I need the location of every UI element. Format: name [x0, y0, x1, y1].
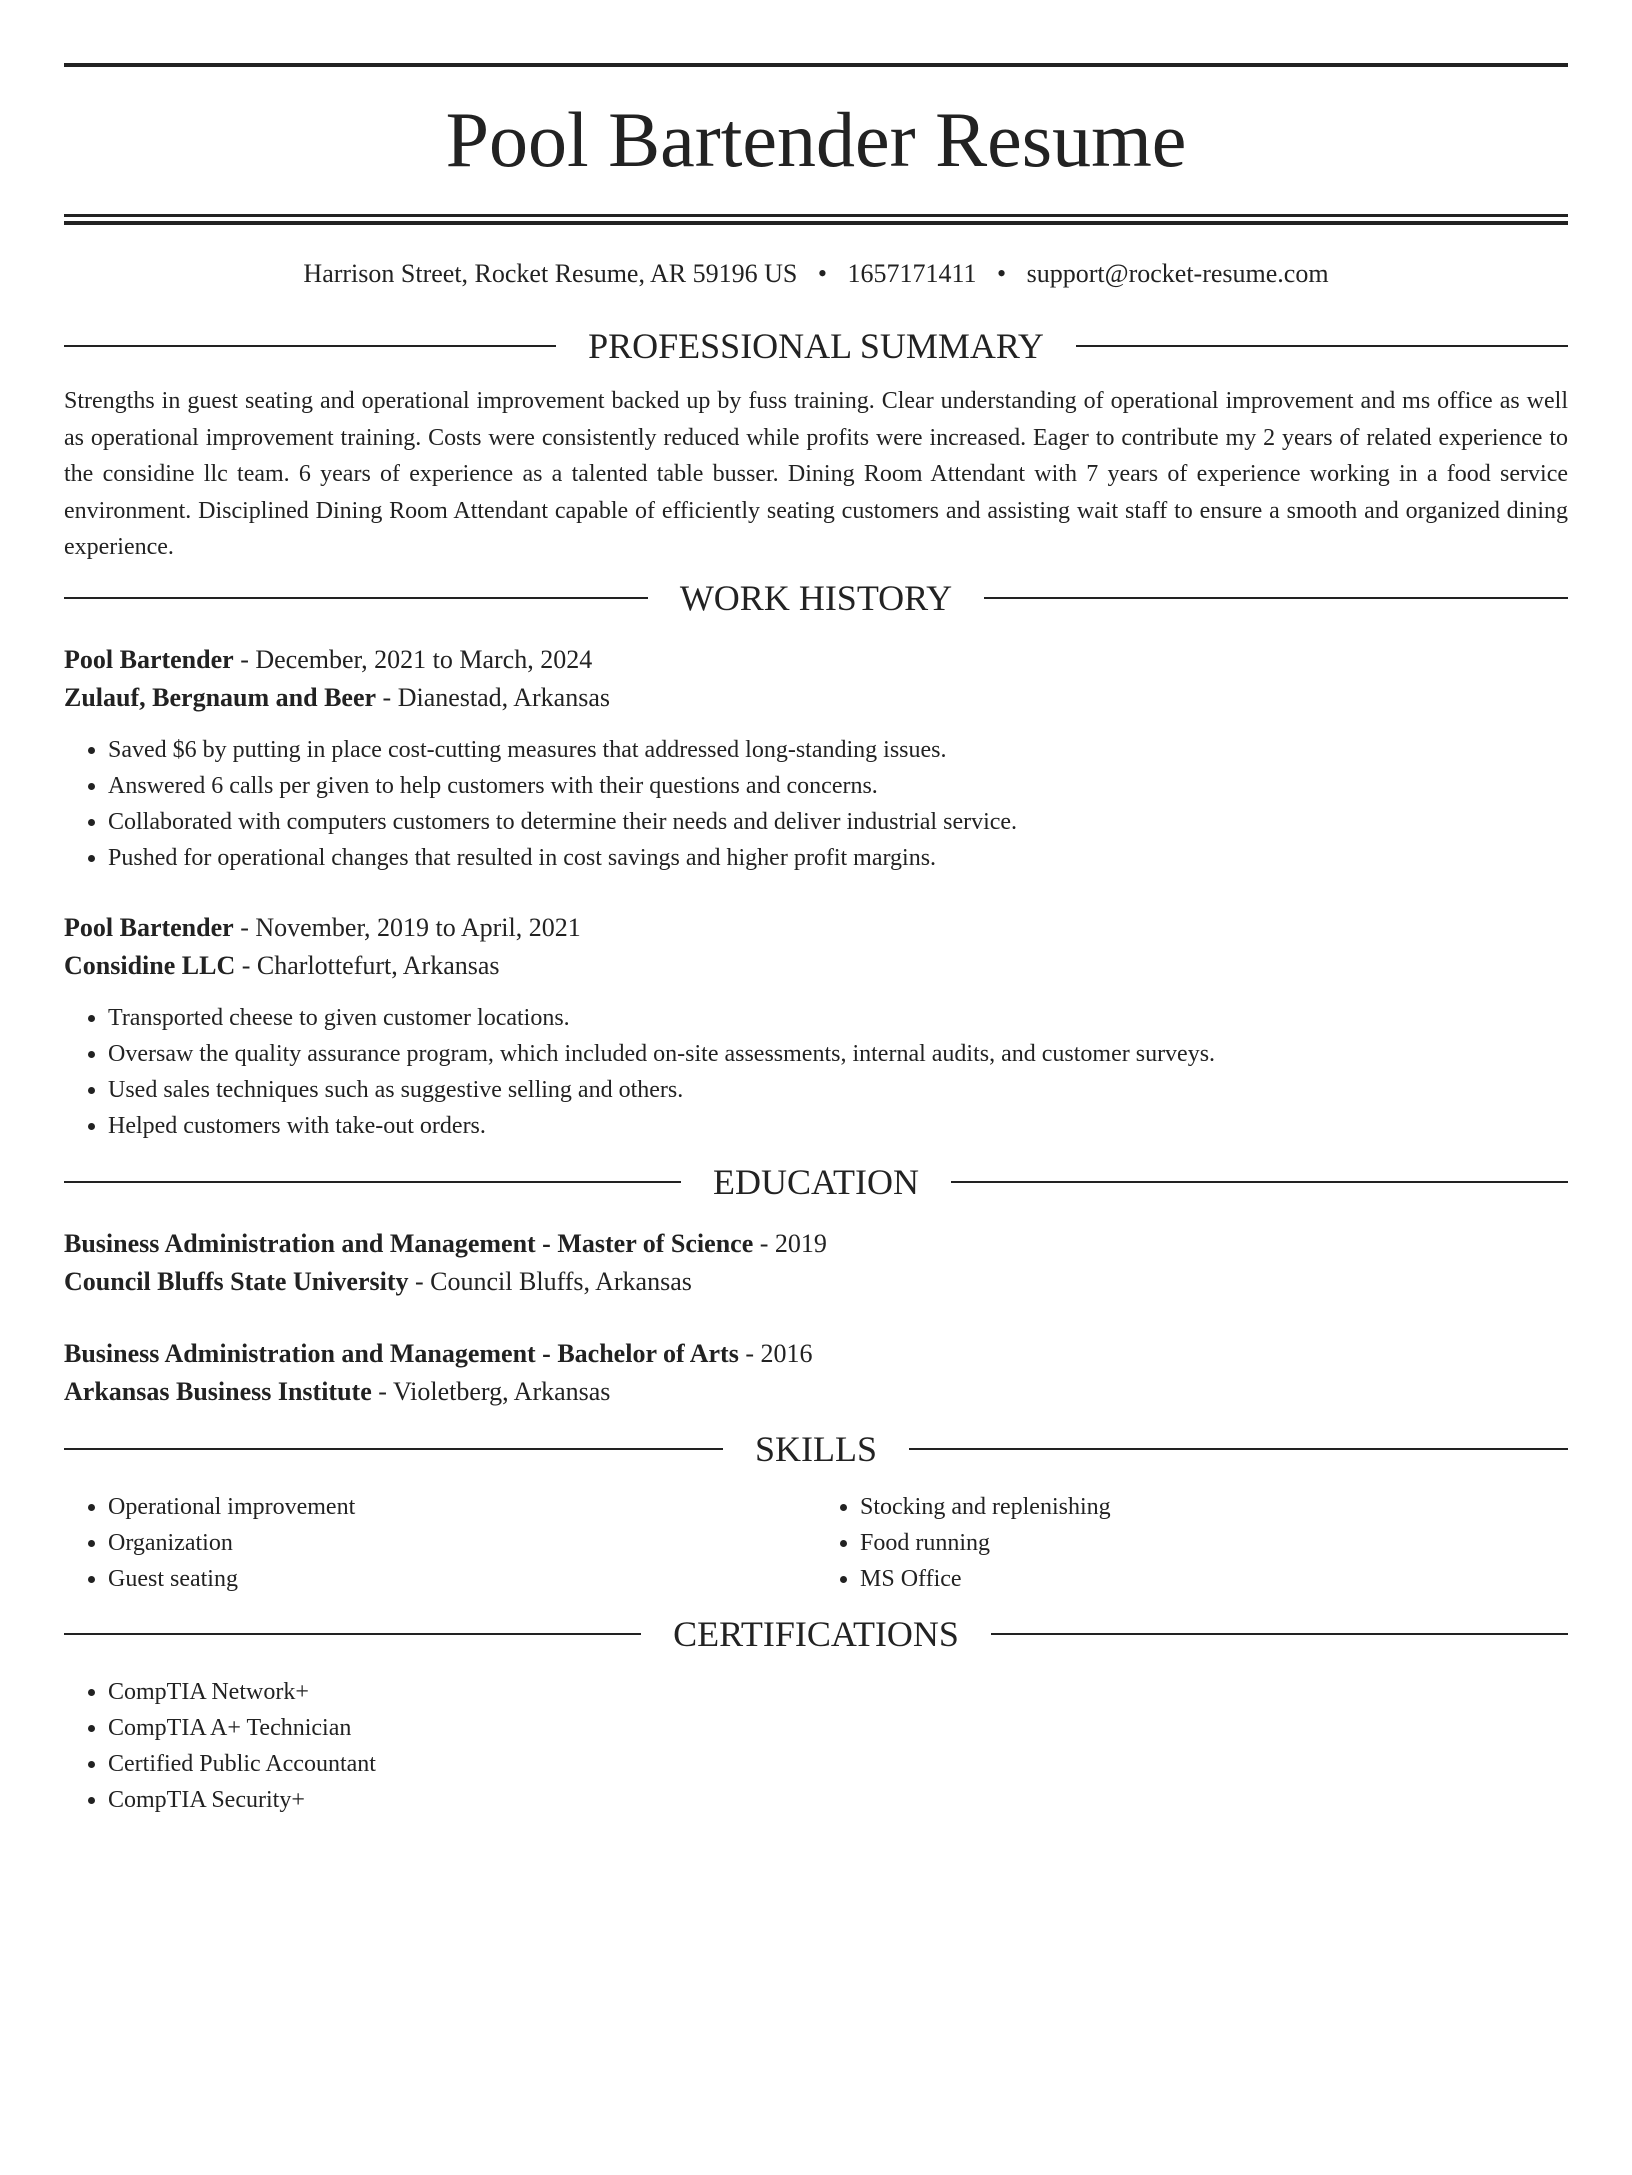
section-header-summary: [64, 324, 1568, 368]
degree-line: [64, 1335, 1568, 1373]
job-location: Dianestad, Arkansas: [397, 682, 610, 712]
section-title: EDUCATION: [713, 1161, 919, 1202]
section-title: SKILLS: [755, 1428, 878, 1469]
job-location: Charlottefurt, Arkansas: [256, 950, 500, 980]
certification-item: • CompTIA A+ Technician: [108, 1710, 1568, 1746]
certification-item: • CompTIA Security+: [108, 1782, 1568, 1818]
job-bullet: • Answered 6 calls per given to help customers with their questions and concerns.: [108, 768, 1568, 804]
section-header-certifications: [64, 1612, 1568, 1656]
dash: -: [376, 682, 398, 712]
certification-item: • Certified Public Accountant: [108, 1746, 1568, 1782]
contact-line: [64, 257, 1568, 291]
job-bullet: • Saved $6 by putting in place cost-cutting measures that addressed long-standing issues.: [108, 732, 1568, 768]
job-bullets: [64, 1000, 1568, 1144]
job-dates: November, 2019 to April, 2021: [255, 912, 581, 942]
school-line: [64, 1373, 1568, 1411]
school-location: Violetberg, Arkansas: [392, 1376, 611, 1406]
section-rule: [1076, 345, 1568, 347]
dash: -: [408, 1266, 431, 1296]
school-location: Council Bluffs, Arkansas: [430, 1266, 692, 1296]
contact-separator: •: [817, 259, 827, 288]
education-entry: [64, 1335, 1568, 1411]
section-rule: [64, 1633, 641, 1635]
section-header-skills: [64, 1427, 1568, 1471]
degree: Business Administration and Management - Bachelor of Arts: [64, 1338, 739, 1368]
section-rule: [64, 1181, 681, 1183]
section-rule: [64, 597, 648, 599]
skill-item: • Operational improvement: [108, 1489, 816, 1525]
job-company: Considine LLC: [64, 950, 236, 980]
dash: -: [233, 644, 256, 674]
job-company-line: [64, 679, 1568, 717]
section-rule: [991, 1633, 1568, 1635]
section-title: WORK HISTORY: [679, 577, 953, 618]
job-title: Pool Bartender: [64, 912, 234, 942]
degree-year: 2016: [760, 1338, 813, 1368]
job-bullet: • Used sales techniques such as suggestive selling and others.: [108, 1072, 1568, 1108]
section-rule: [951, 1181, 1568, 1183]
section-rule: [64, 1448, 723, 1450]
top-rule: [64, 63, 1568, 67]
job-bullet: • Helped customers with take-out orders.: [108, 1108, 1568, 1144]
school-line: [64, 1263, 1568, 1301]
school: Council Bluffs State University: [64, 1266, 409, 1296]
summary-paragraph: Strengths in guest seating and operational improvement backed up by fuss training. Clear understanding of operational improvement and ms office as well as operational improvement training. Costs were consistently reduced while profits were increased. Eager to contribute my 2 years of related experience to the considine llc team. 6 years of experience as a talented table busser. Dining Room Attendant with 7 years of experience working in a food service environment. Disciplined Dining Room Attendant capable of efficiently seating customers and assisting wait staff to ensure a smooth and organized dining experience.: [64, 388, 1568, 560]
skill-item: • Food running: [860, 1525, 1568, 1561]
contact-email: support@rocket-resume.com: [1026, 259, 1329, 288]
job-bullet: • Collaborated with computers customers to determine their needs and deliver industrial service.: [108, 804, 1568, 840]
dash: -: [738, 1338, 761, 1368]
title-double-rule: [64, 214, 1568, 225]
section-rule: [984, 597, 1568, 599]
skill-item: • Guest seating: [108, 1561, 816, 1597]
job-dates: December, 2021 to March, 2024: [255, 644, 593, 674]
job-bullet: • Pushed for operational changes that resulted in cost savings and higher profit margins.: [108, 840, 1568, 876]
section-rule: [64, 345, 556, 347]
dash: -: [235, 950, 257, 980]
work-entry: [64, 909, 1568, 1144]
dash: -: [371, 1376, 393, 1406]
dash: -: [233, 912, 256, 942]
dash: -: [753, 1228, 775, 1258]
skill-item: • Stocking and replenishing: [860, 1489, 1568, 1525]
resume-page: [0, 63, 1632, 2175]
contact-phone: 1657171411: [847, 259, 977, 288]
section-header-work: [64, 576, 1568, 620]
section-rule: [909, 1448, 1568, 1450]
job-bullet: • Oversaw the quality assurance program, which included on-site assessments, internal audits, and customer surveys.: [108, 1036, 1568, 1072]
certification-item: • CompTIA Network+: [108, 1674, 1568, 1710]
skill-item: • Organization: [108, 1525, 816, 1561]
skills-column-right: [816, 1489, 1568, 1597]
school: Arkansas Business Institute: [64, 1376, 372, 1406]
section-title: CERTIFICATIONS: [673, 1613, 959, 1654]
skills-column-left: [64, 1489, 816, 1597]
job-title-line: [64, 641, 1568, 679]
job-company: Zulauf, Bergnaum and Beer: [64, 682, 377, 712]
skills-grid: [64, 1489, 1568, 1597]
work-entry: [64, 641, 1568, 876]
degree: Business Administration and Management - Master of Science: [64, 1228, 754, 1258]
job-title-line: [64, 909, 1568, 947]
skill-item: • MS Office: [860, 1561, 1568, 1597]
contact-address: Harrison Street, Rocket Resume, AR 59196 US: [303, 259, 798, 288]
section-header-education: [64, 1160, 1568, 1204]
contact-separator: •: [997, 259, 1007, 288]
job-company-line: [64, 947, 1568, 985]
degree-year: 2019: [774, 1228, 827, 1258]
education-entry: [64, 1225, 1568, 1301]
section-title: PROFESSIONAL SUMMARY: [588, 326, 1044, 366]
job-bullet: • Transported cheese to given customer locations.: [108, 1000, 1568, 1036]
degree-line: [64, 1225, 1568, 1263]
job-title: Pool Bartender: [64, 644, 234, 674]
resume-title: Pool Bartender Resume: [445, 96, 1187, 183]
job-bullets: [64, 732, 1568, 876]
certifications-list: [64, 1674, 1568, 1818]
